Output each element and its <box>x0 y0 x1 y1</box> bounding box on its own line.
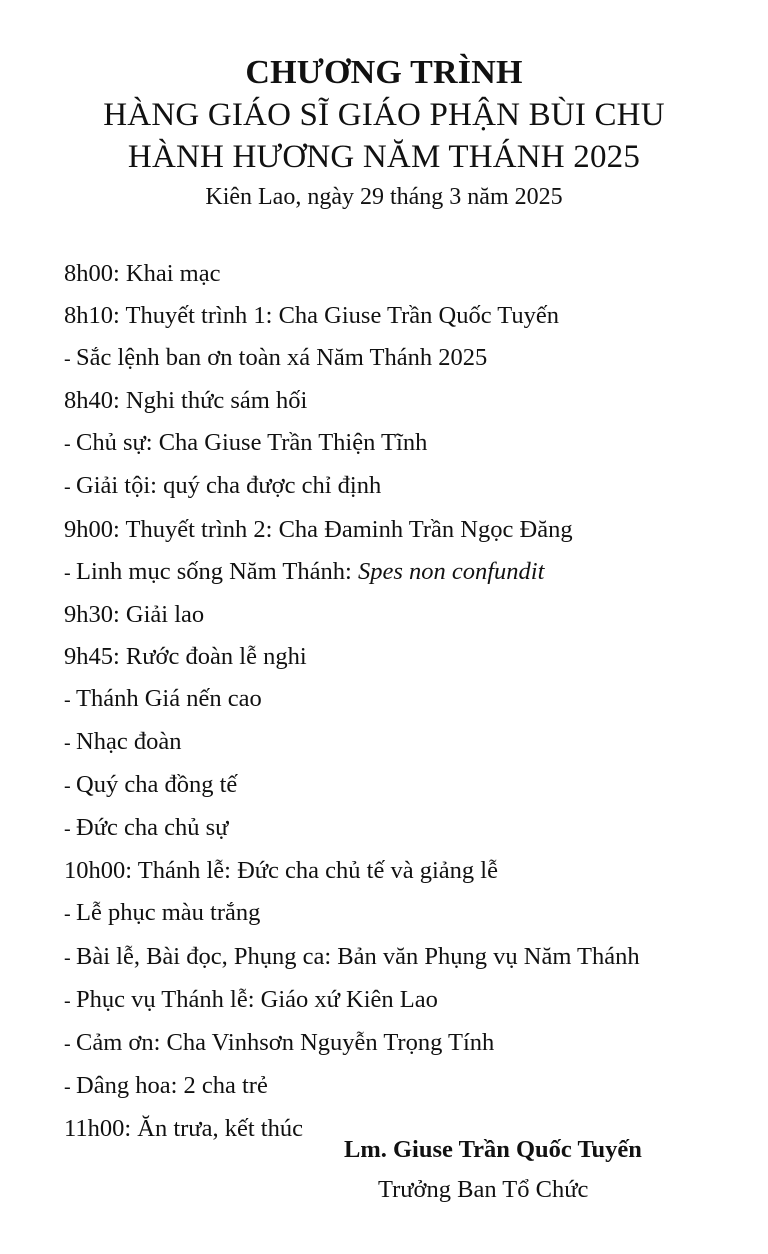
title-line-clergy: HÀNG GIÁO SĨ GIÁO PHẬN BÙI CHU <box>103 97 665 133</box>
dash-bullet: - <box>64 1075 71 1098</box>
program-item-text: Đức cha chủ sự <box>76 814 229 842</box>
signature-name: Lm. Giuse Trần Quốc Tuyến <box>344 1136 642 1163</box>
program-time-item <box>64 636 754 678</box>
program-item-text: Giải tội: quý cha được chỉ định <box>76 472 382 500</box>
document-title: CHƯƠNG TRÌNH <box>245 54 523 91</box>
program-item-text: 8h40: Nghi thức sám hối <box>64 387 308 415</box>
dash-bullet: - <box>64 476 71 499</box>
dash-bullet: - <box>64 1032 71 1055</box>
header <box>0 52 768 214</box>
program-sub-item <box>64 465 754 508</box>
program-time-item <box>64 850 754 892</box>
program-time-item <box>64 253 754 295</box>
program-sub-item <box>64 721 754 764</box>
program-time-item <box>64 295 754 337</box>
program-item-text: Nhạc đoàn <box>76 728 182 756</box>
program-time-item <box>64 594 754 636</box>
program-sub-item <box>64 979 754 1022</box>
program-item-text: 8h00: Khai mạc <box>64 260 221 287</box>
program-sub-item <box>64 764 754 807</box>
dash-bullet: - <box>64 433 71 456</box>
dash-bullet: - <box>64 732 71 755</box>
program-item-text: Chủ sự: Cha Giuse Trần Thiện Tĩnh <box>76 429 428 457</box>
signature-role: Trưởng Ban Tổ Chức <box>378 1176 589 1203</box>
signature-block <box>330 1130 730 1210</box>
program-item-text: 9h45: Rước đoàn lễ nghi <box>64 642 307 670</box>
program-item-text: Bài lễ, Bài đọc, Phụng ca: Bản văn Phụng vụ Năm Thánh <box>76 942 640 970</box>
dateline: Kiên Lao, ngày 29 tháng 3 năm 2025 <box>205 184 563 210</box>
program-list <box>64 253 754 1150</box>
program-item-text: Dâng hoa: 2 cha trẻ <box>76 1071 268 1099</box>
program-item-text: Thánh Giá nến cao <box>76 684 262 712</box>
dash-bullet: - <box>64 688 71 711</box>
program-sub-item <box>64 551 754 594</box>
program-sub-item <box>64 337 754 380</box>
program-sub-item <box>64 678 754 721</box>
program-item-text: 9h00: Thuyết trình 2: Cha Đaminh Trần Ngọc Đăng <box>64 515 573 543</box>
dash-bullet: - <box>64 946 71 969</box>
dash-bullet: - <box>64 561 71 584</box>
program-item-text: Quý cha đồng tế <box>76 771 238 799</box>
program-sub-item <box>64 1065 754 1108</box>
title-line-pilgrimage: HÀNH HƯƠNG NĂM THÁNH 2025 <box>127 139 641 175</box>
program-item-text: Sắc lệnh ban ơn toàn xá Năm Thánh 2025 <box>76 344 488 372</box>
program-item-text: Phục vụ Thánh lễ: Giáo xứ Kiên Lao <box>76 985 438 1013</box>
program-sub-item <box>64 892 754 935</box>
program-item-text: Cảm ơn: Cha Vinhsơn Nguyễn Trọng Tính <box>76 1028 495 1056</box>
program-item-italic: Spes non confundit <box>357 557 545 585</box>
dash-bullet: - <box>64 775 71 798</box>
program-item-text: 8h10: Thuyết trình 1: Cha Giuse Trần Quốc Tuyến <box>64 302 560 330</box>
dash-bullet: - <box>64 348 71 371</box>
program-sub-item <box>64 422 754 465</box>
program-item-text: Lễ phục màu trắng <box>76 899 261 927</box>
program-item-text: Linh mục sống Năm Thánh: <box>76 557 358 585</box>
program-time-item <box>64 509 754 551</box>
program-sub-item <box>64 936 754 979</box>
program-sub-item <box>64 807 754 850</box>
dash-bullet: - <box>64 989 71 1012</box>
program-item-text: 10h00: Thánh lễ: Đức cha chủ tế và giảng lễ <box>64 857 498 885</box>
program-time-item <box>64 380 754 422</box>
dash-bullet: - <box>64 903 71 926</box>
program-item-text: 11h00: Ăn trưa, kết thúc <box>64 1114 303 1142</box>
program-sub-item <box>64 1022 754 1065</box>
program-item-text: 9h30: Giải lao <box>64 600 205 628</box>
dash-bullet: - <box>64 818 71 841</box>
